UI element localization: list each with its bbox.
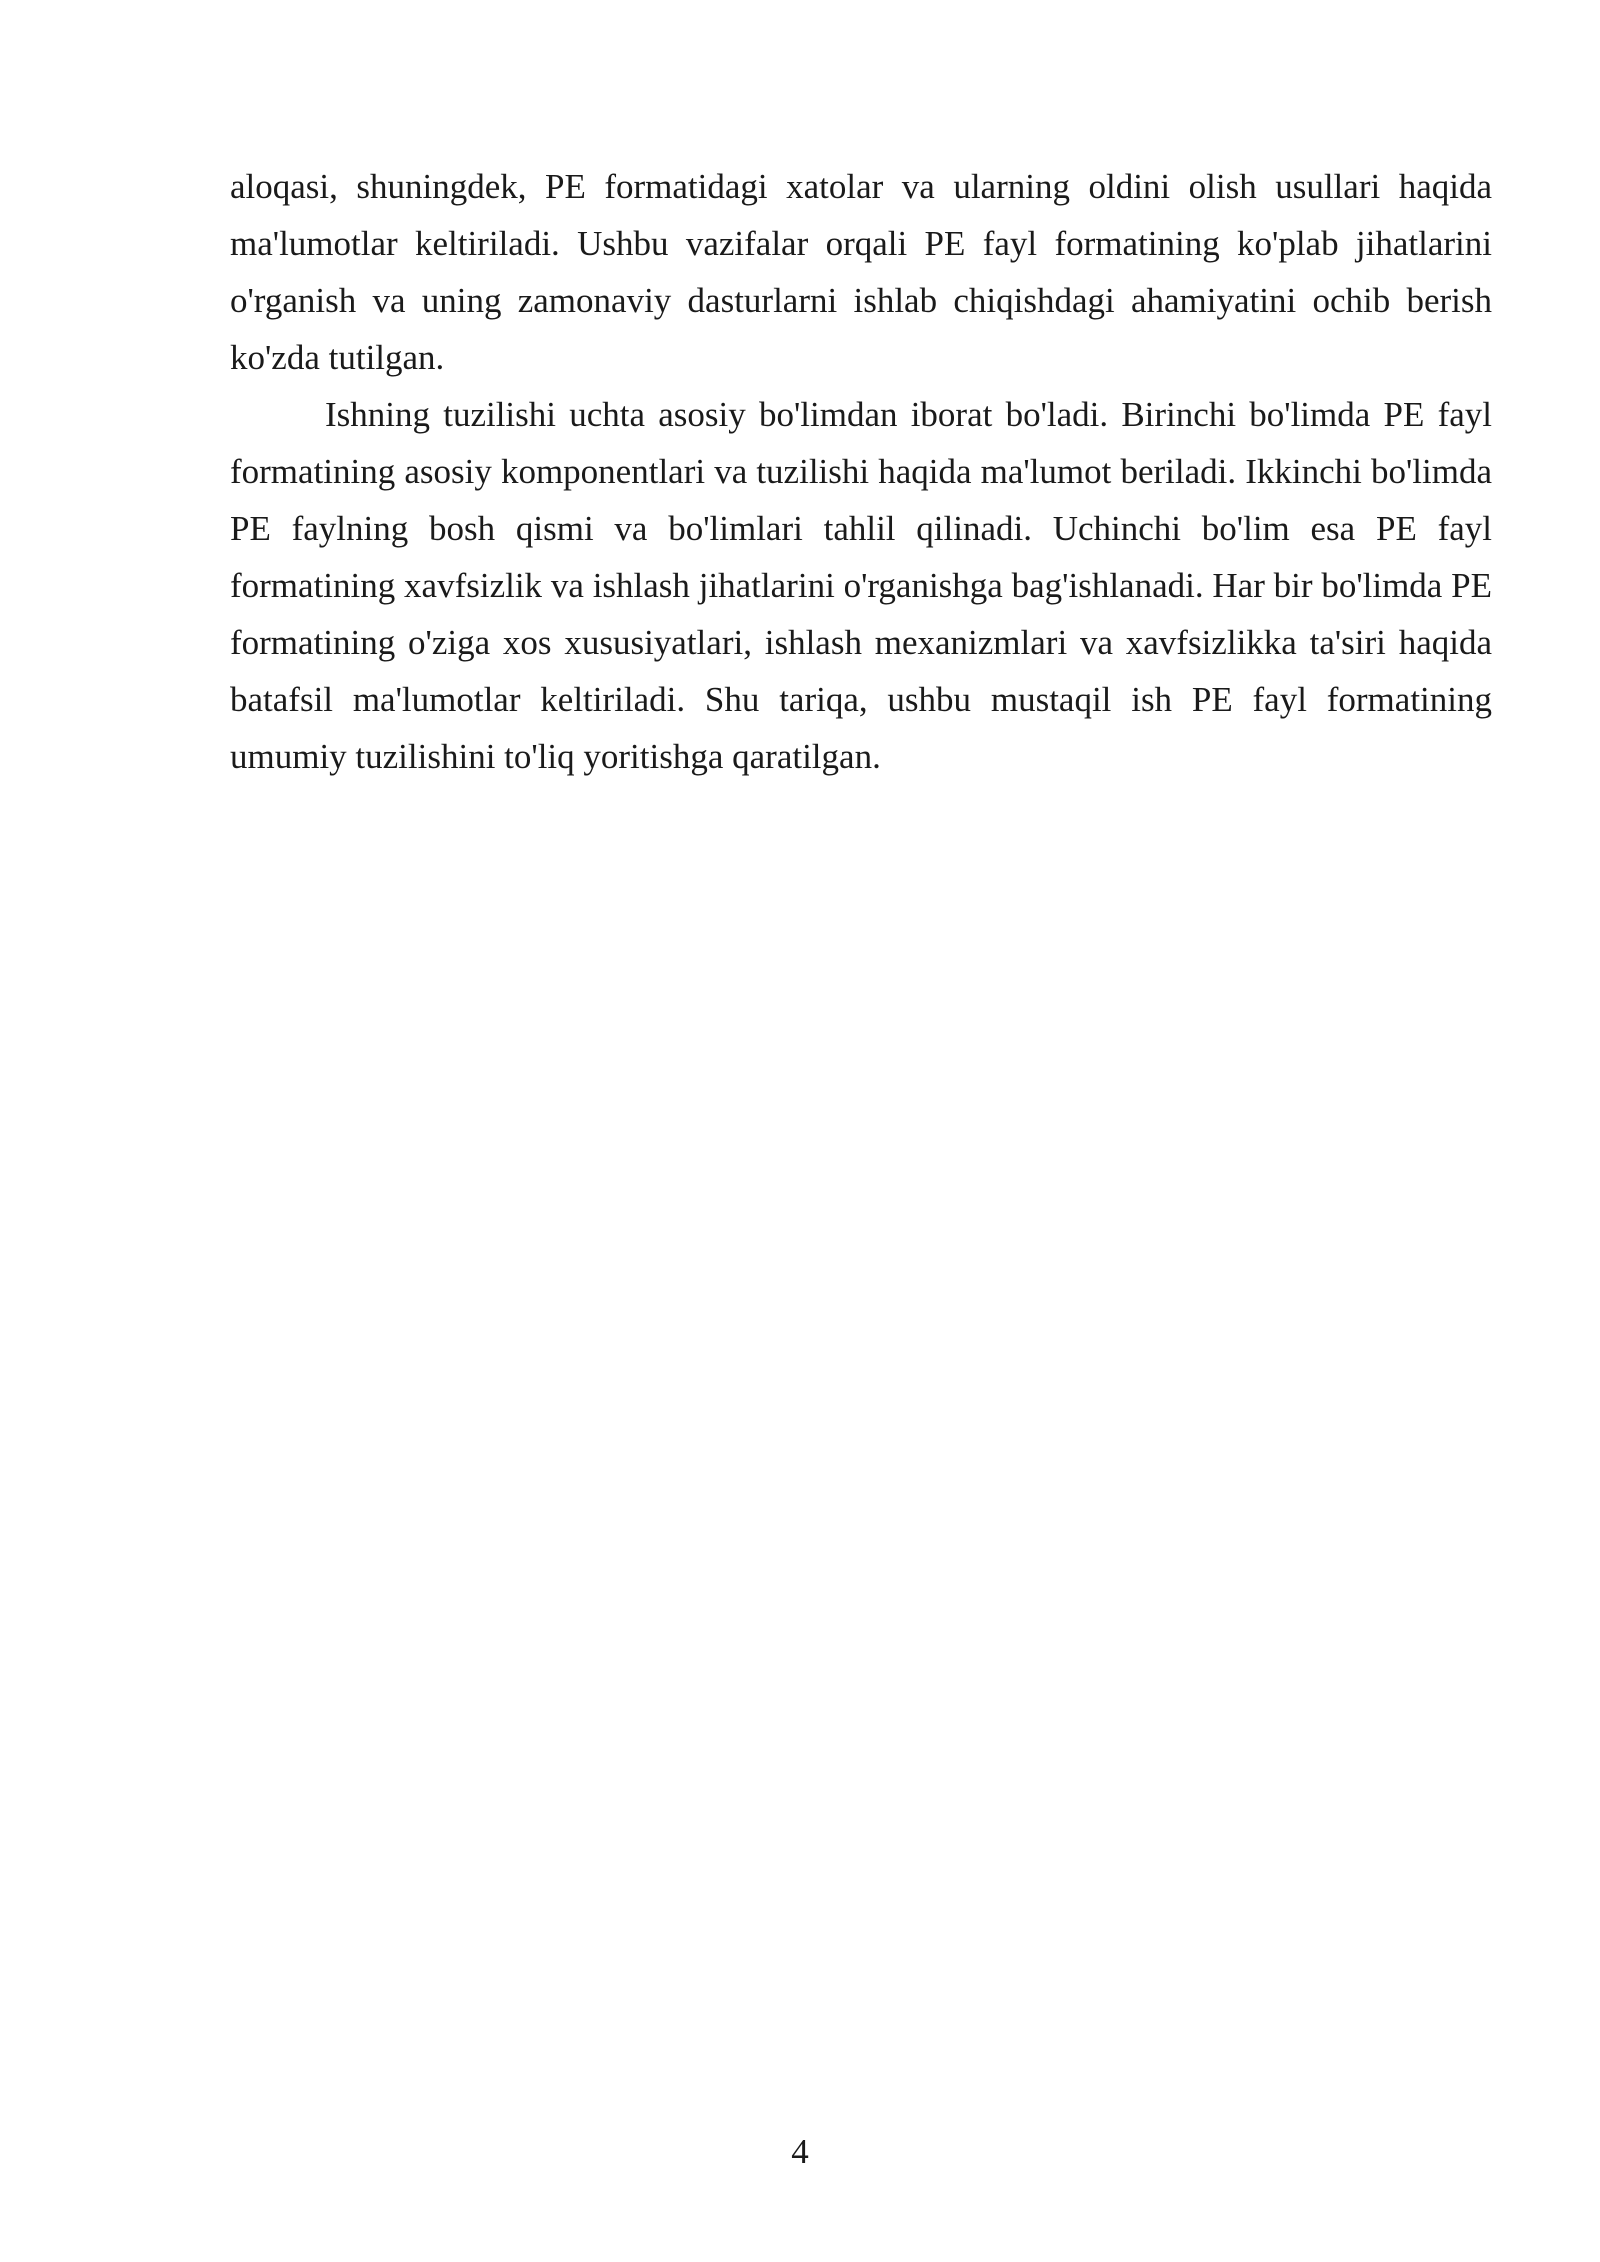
page-number: 4 — [791, 2132, 809, 2171]
paragraph-continuation: aloqasi, shuningdek, PE formatidagi xatolar va ularning oldini olish usullari haqida ma'lumotlar keltiriladi. Ushbu vazifalar orqali PE fayl formatining ko'plab jihatlarini o'rganish va uning zamonaviy dasturlarni ishlab chiqishdagi ahamiyatini ochib berish ko'zda tutilgan. — [230, 167, 1492, 377]
body-text — [230, 158, 1492, 785]
paragraph-structure: Ishning tuzilishi uchta asosiy bo'limdan iborat bo'ladi. Birinchi bo'limda PE fayl formatining asosiy komponentlari va tuzilishi haqida ma'lumot beriladi. Ikkinchi bo'limda PE faylning bosh qismi va bo'limlari tahlil qilinadi. Uchinchi bo'lim esa PE fayl formatining xavfsizlik va ishlash jihatlarini o'rganishga bag'ishlanadi. Har bir bo'limda PE formatining o'ziga xos xususiyatlari, ishlash mexanizmlari va xavfsizlikka ta'siri haqida batafsil ma'lumotlar keltiriladi. Shu tariqa, ushbu mustaqil ish PE fayl formatining umumiy tuzilishini to'liq yoritishga qaratilgan. — [230, 395, 1492, 776]
